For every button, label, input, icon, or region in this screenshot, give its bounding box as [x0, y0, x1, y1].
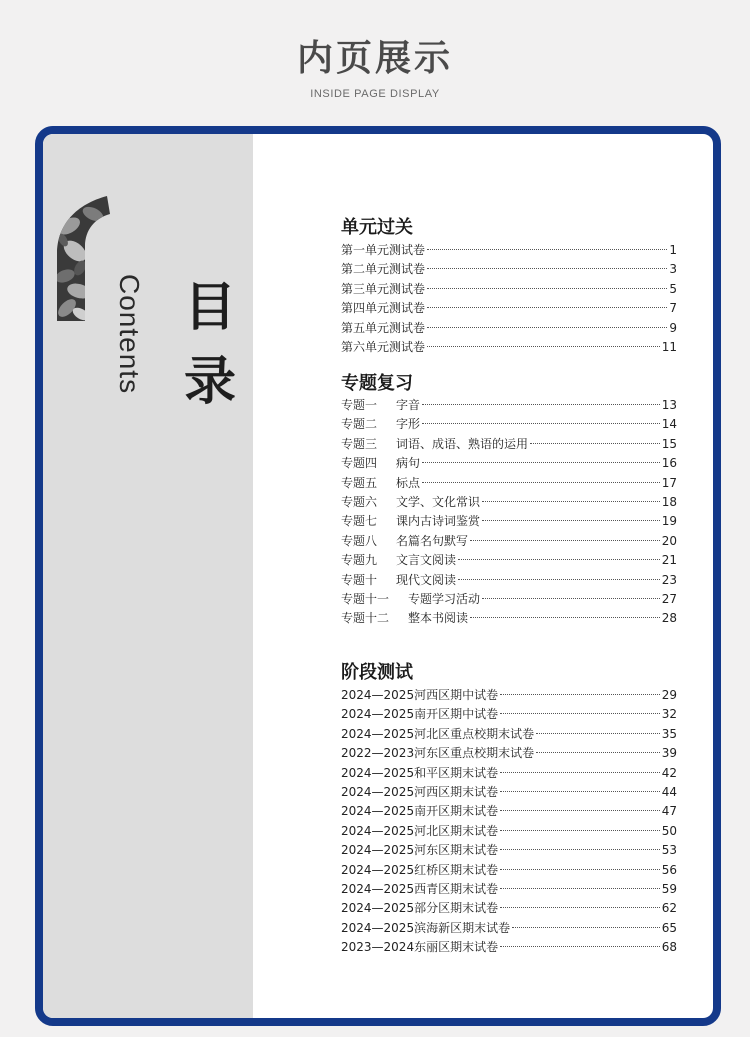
toc-item: 专题六 文学、文化常识 18	[341, 495, 677, 509]
toc-item: 第六单元测试卷 11	[341, 340, 677, 354]
toc-page-frame	[35, 126, 721, 1026]
contents-vertical-label: Contents	[114, 274, 145, 395]
toc-item: 2023—2024东丽区期末试卷 68	[341, 940, 677, 955]
toc-item: 专题五 标点 17	[341, 475, 677, 490]
page-subtitle: INSIDE PAGE DISPLAY	[310, 88, 440, 100]
toc-item: 专题九 文言文阅读 21	[341, 553, 677, 568]
section-title-unit-tests: 单元过关	[341, 217, 413, 238]
cover-side-panel	[43, 134, 253, 1018]
toc-item: 2024—2025河北区重点校期末试卷 35	[341, 726, 677, 741]
toc-item: 2022—2023河东区重点校期末试卷 39	[341, 746, 677, 761]
toc-item: 第四单元测试卷 7	[341, 301, 677, 316]
toc-item: 专题二 字形 14	[341, 417, 677, 432]
leaf-quote-mark-icon	[55, 196, 111, 326]
toc-item: 2024—2025河西区期末试卷 44	[341, 785, 677, 799]
toc-item: 2024—2025河东区期末试卷 53	[341, 843, 677, 858]
toc-item: 专题一 字音 13	[341, 398, 677, 412]
toc-item: 专题三 词语、成语、熟语的运用 15	[341, 436, 677, 451]
page-title: 内页展示	[296, 38, 453, 79]
section-title-stage-tests: 阶段测试	[341, 662, 413, 683]
section-title-topic-review: 专题复习	[341, 373, 413, 394]
toc-item: 2024—2025南开区期末试卷 47	[341, 804, 677, 819]
toc-item: 2024—2025红桥区期末试卷 56	[341, 862, 677, 877]
toc-item: 2024—2025部分区期末试卷 62	[341, 901, 677, 916]
toc-item: 2024—2025和平区期末试卷 42	[341, 765, 677, 780]
toc-item: 第二单元测试卷 3	[341, 262, 677, 277]
toc-item: 专题十一 专题学习活动 27	[341, 592, 677, 606]
toc-item: 第一单元测试卷 1	[341, 243, 677, 257]
toc-item: 第三单元测试卷 5	[341, 281, 677, 296]
toc-item: 专题八 名篇名句默写 20	[341, 533, 677, 548]
toc-item: 专题四 病句 16	[341, 456, 677, 471]
toc-item: 专题七 课内古诗词鉴赏 19	[341, 514, 677, 529]
toc-item: 2024—2025南开区期中试卷 32	[341, 707, 677, 722]
toc-item: 第五单元测试卷 9	[341, 320, 677, 335]
toc-title-char-1: 目	[183, 278, 236, 338]
toc-item: 2024—2025西青区期末试卷 59	[341, 882, 677, 896]
toc-title-char-2: 录	[183, 352, 236, 412]
toc-item: 专题十 现代文阅读 23	[341, 572, 677, 587]
toc-item: 2024—2025滨海新区期末试卷 65	[341, 920, 677, 935]
toc-item: 2024—2025河北区期末试卷 50	[341, 823, 677, 838]
toc-item: 2024—2025河西区期中试卷 29	[341, 688, 677, 702]
toc-item: 专题十二 整本书阅读 28	[341, 611, 677, 626]
